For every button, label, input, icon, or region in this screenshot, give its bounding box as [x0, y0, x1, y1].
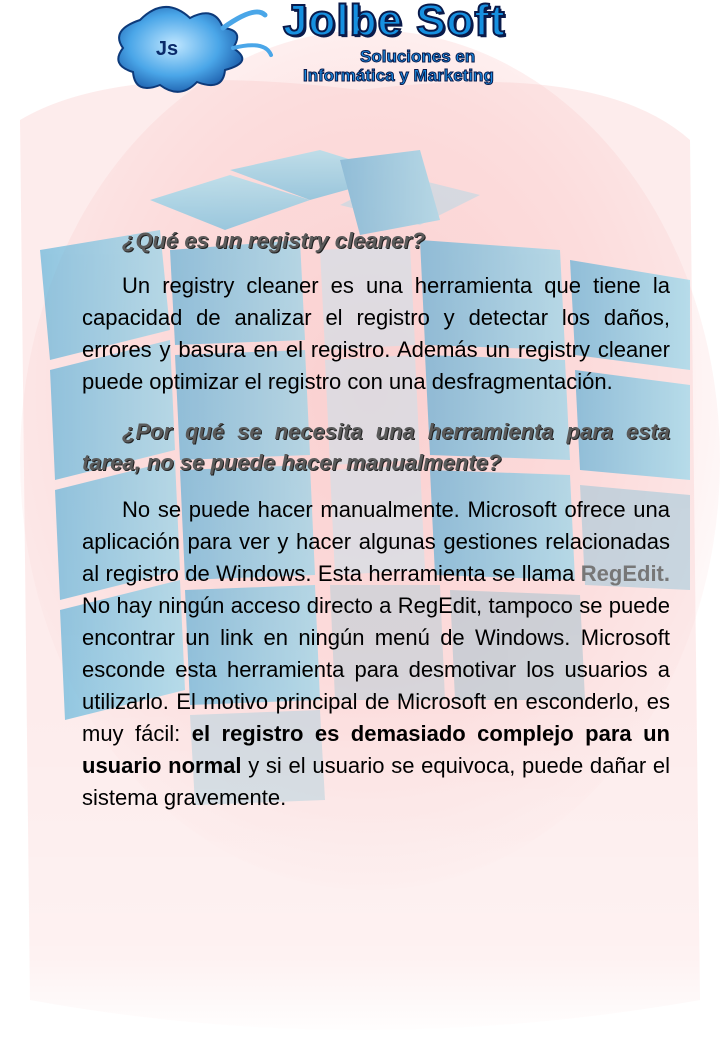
- octopus-emblem-icon: [105, 0, 275, 100]
- section1-heading: ¿Qué es un registry cleaner?: [122, 228, 426, 253]
- brand-subtitle-line2: Informática y Marketing: [303, 66, 494, 85]
- emblem-initials: Js: [155, 38, 179, 60]
- section2-paragraph: [82, 494, 670, 814]
- brand-title: Jolbe Soft: [283, 0, 506, 45]
- section1-paragraph: Un registry cleaner es una herramienta que tiene la capacidad de analizar el registro y detectar los daños, errores y basura en el registro. Además un registry cleaner puede optimizar el registro con una desfragmentación.: [82, 273, 670, 394]
- regedit-term: RegEdit.: [580, 561, 670, 586]
- section2-text-part1: No se puede hacer manualmente. Microsoft ofrece una aplicación para ver y hacer algunas gestiones relacionadas al registro de Windows. Esta herramienta se llama: [82, 497, 670, 586]
- brand-subtitle-line1: Soluciones en: [360, 47, 476, 66]
- section2-text-part3: y si el usuario se equivoca, puede dañar el sistema gravemente.: [82, 753, 671, 810]
- section2-heading: ¿Por qué se necesita una herramienta para esta tarea, no se puede hacer manualmente?: [82, 419, 670, 475]
- article-body: [82, 225, 670, 814]
- brand-logo: [105, 0, 625, 100]
- section2-text-part2: No hay ningún acceso directo a RegEdit, tampoco se puede encontrar un link en ningún menú de Windows. Microsoft esconde esta herramienta para desmotivar los usuarios a utilizarlo. El motivo principal de Microsoft en esconderlo, es muy fácil:: [82, 593, 670, 746]
- section2-bold-phrase: el registro es demasiado complejo para un usuario normal: [82, 721, 670, 778]
